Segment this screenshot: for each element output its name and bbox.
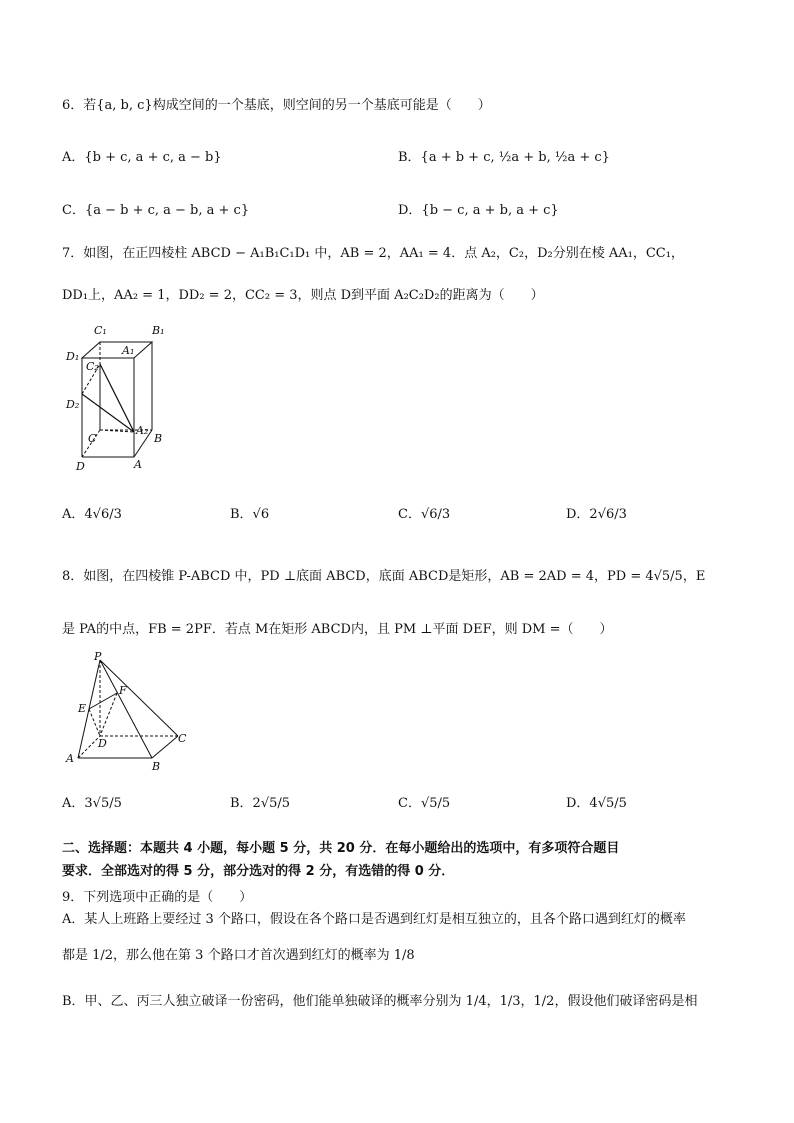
q9-option-b-line1[interactable]: B．甲、乙、丙三人独立破译一份密码，他们能单独破译的概率分别为 1/4，1/3，1/2，假设他们破译密码是相 xyxy=(62,994,698,1009)
q9-option-a-line1[interactable]: A．某人上班路上要经过 3 个路口，假设在各个路口是否遇到红灯是相互独立的，且各个路口遇到红灯的概率 xyxy=(62,912,686,927)
q7-option-a[interactable]: A．4√6/3 xyxy=(62,507,122,522)
q8-stem-line1: 8．如图，在四棱锥 P-ABCD 中，PD ⊥底面 ABCD，底面 ABCD是矩形，AB = 2AD = 4，PD = 4√5/5，E xyxy=(62,569,706,584)
q7-label-b: B xyxy=(154,432,163,445)
q6-option-a[interactable]: A．{b + c, a + c, a − b} xyxy=(62,150,222,165)
q8-pyramid-figure xyxy=(60,648,200,774)
q8-label-b: B xyxy=(152,760,161,773)
q7-prism-figure xyxy=(60,318,180,474)
q8-label-a: A xyxy=(66,752,74,765)
q7-label-c2: C₂ xyxy=(86,360,99,373)
q8-label-e: E xyxy=(78,702,87,715)
q7-stem-line2: DD₁上，AA₂ = 1，DD₂ = 2，CC₂ = 3，则点 D到平面 A₂C₂D₂的距离为（ ） xyxy=(62,288,544,303)
q8-stem-line2: 是 PA的中点，FB = 2PF．若点 M在矩形 ABCD内，且 PM ⊥平面 DEF，则 DM =（ ） xyxy=(62,622,613,637)
q7-option-b[interactable]: B．√6 xyxy=(230,507,270,522)
q7-option-d[interactable]: D．2√6/3 xyxy=(566,507,627,522)
q7-label-c: C xyxy=(88,432,97,445)
q7-label-d1: D₁ xyxy=(66,350,80,363)
section2-heading-line1: 二、选择题：本题共 4 小题，每小题 5 分，共 20 分．在每小题给出的选项中，有多项符合题目 xyxy=(62,841,620,856)
q8-label-d: D xyxy=(98,737,107,750)
q7-option-c[interactable]: C．√6/3 xyxy=(398,507,451,522)
q8-option-d[interactable]: D．4√5/5 xyxy=(566,796,627,811)
q7-label-a2: A₂ xyxy=(136,424,149,437)
q8-label-c: C xyxy=(178,732,187,745)
q7-label-a1: A₁ xyxy=(122,344,135,357)
q9-option-a-line2[interactable]: 都是 1/2，那么他在第 3 个路口才首次遇到红灯的概率为 1/8 xyxy=(62,948,415,963)
q7-stem-line1: 7．如图，在正四棱柱 ABCD − A₁B₁C₁D₁ 中，AB = 2，AA₁ = 4．点 A₂，C₂，D₂分别在棱 AA₁，CC₁， xyxy=(62,246,684,261)
q9-stem: 9．下列选项中正确的是（ ） xyxy=(62,890,253,905)
q8-option-a[interactable]: A．3√5/5 xyxy=(62,796,122,811)
q7-label-d2: D₂ xyxy=(66,398,80,411)
q8-option-b[interactable]: B．2√5/5 xyxy=(230,796,291,811)
q7-label-b1: B₁ xyxy=(152,324,165,337)
q8-label-p: P xyxy=(94,650,102,663)
q8-option-c[interactable]: C．√5/5 xyxy=(398,796,451,811)
q6-stem: 6．若{a, b, c}构成空间的一个基底，则空间的另一个基底可能是（ ） xyxy=(62,98,491,113)
q7-label-c1: C₁ xyxy=(94,324,107,337)
q8-label-f: F xyxy=(119,684,127,697)
q6-option-c[interactable]: C．{a − b + c, a − b, a + c} xyxy=(62,203,250,218)
q6-option-b[interactable]: B．{a + b + c, ½a + b, ½a + c} xyxy=(398,150,610,165)
q6-option-d[interactable]: D．{b − c, a + b, a + c} xyxy=(398,203,559,218)
section2-heading-line2: 要求．全部选对的得 5 分，部分选对的得 2 分，有选错的得 0 分． xyxy=(62,864,455,879)
q7-label-a: A xyxy=(134,458,142,471)
q7-label-d: D xyxy=(76,460,85,473)
